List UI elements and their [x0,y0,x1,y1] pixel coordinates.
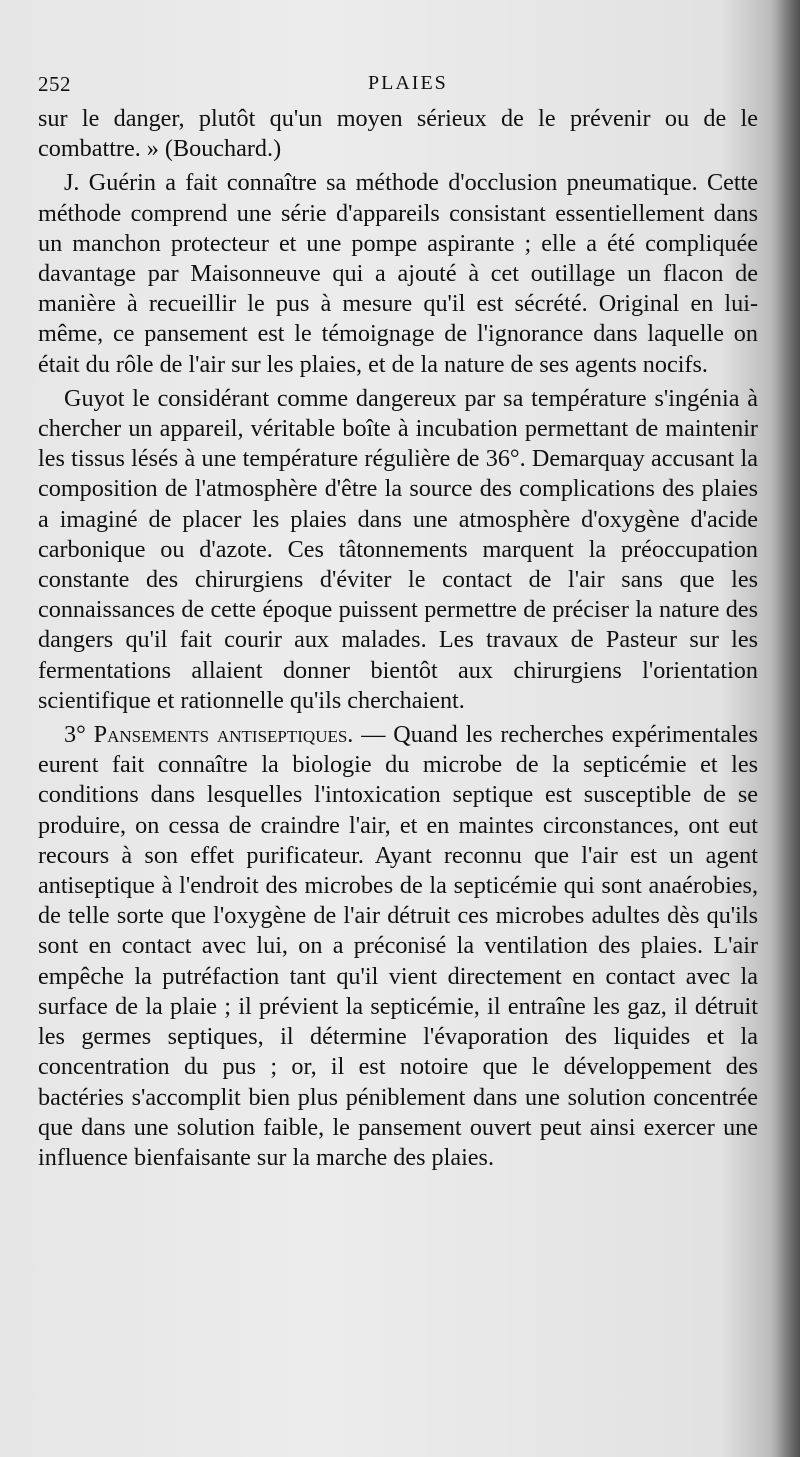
body-text [38,104,758,1173]
page-header [38,72,738,106]
section-title: Pansements antiseptiques. [93,721,354,749]
paragraph-2: J. Guérin a fait connaître sa méthode d'occlusion pneumatique. Cette méthode comprend une série d'appareils consistant essentiellement dans un manchon protecteur et une pompe aspirante ; elle a été compliquée davantage par Maisonneuve qui a ajouté à cet outillage un flacon de manière à recueillir le pus à mesure qu'il est sécrété. Original en lui-même, ce pansement est le témoignage de l'ignorance dans laquelle on était du rôle de l'air sur les plaies, et de la nature de ses agents nocifs. [38,169,758,378]
paragraph-4-text: — Quand les recherches expérimentales eurent fait connaître la biologie du microbe de la septicémie et les conditions dans lesquelles l'intoxication septique est susceptible de se produire, on cessa de craindre l'air, et en maintes circonstances, ont eut recours à son effet purificateur. Ayant reconnu que l'air est un agent antiseptique à l'endroit des microbes de la septicémie qui sont anaérobies, de telle sorte que l'oxygène de l'air détruit ces microbes adultes dès qu'ils sont en contact avec lui, on a préconisé la ventilation des plaies. L'air empêche la putréfaction tant qu'il vient directement en contact avec la surface de la plaie ; il prévient la septicémie, il entraîne les gaz, il détruit les germes septiques, il détermine l'évaporation des liquides et la concentration du pus ; or, il est notoire que le développement des bactéries s'accomplit bien plus péniblement dans une solution concentrée que dans une solution faible, le pansement ouvert peut ainsi exercer une influence bienfaisante sur la marche des plaies. [38,721,759,1171]
page-number: 252 [38,72,71,96]
section-number: 3° [64,721,86,749]
paragraph-4 [38,720,758,1173]
page-edge-shadow [770,0,800,1457]
running-head: PLAIES [368,72,448,94]
paragraph-3: Guyot le considérant comme dangereux par sa température s'ingénia à chercher un appareil, véritable boîte à incubation permettant de maintenir les tissus lésés à une température régulière de 36°. Demarquay accusant la composition de l'atmosphère d'être la source des complications des plaies a imaginé de placer les plaies dans une atmosphère d'oxygène d'acide carbonique ou d'azote. Ces tâtonnements marquent la préoccupation constante des chirurgiens d'éviter le contact de l'air sans que les connaissances de cette époque puissent permettre de préciser la nature des dangers qu'il fait courir aux malades. Les travaux de Pasteur sur les fermentations allaient donner bientôt aux chirurgiens l'orientation scientifique et rationnelle qu'ils cherchaient. [38,384,758,714]
paragraph-1: sur le danger, plutôt qu'un moyen sérieux de le prévenir ou de le combattre. » (Bouchard.) [38,105,758,163]
